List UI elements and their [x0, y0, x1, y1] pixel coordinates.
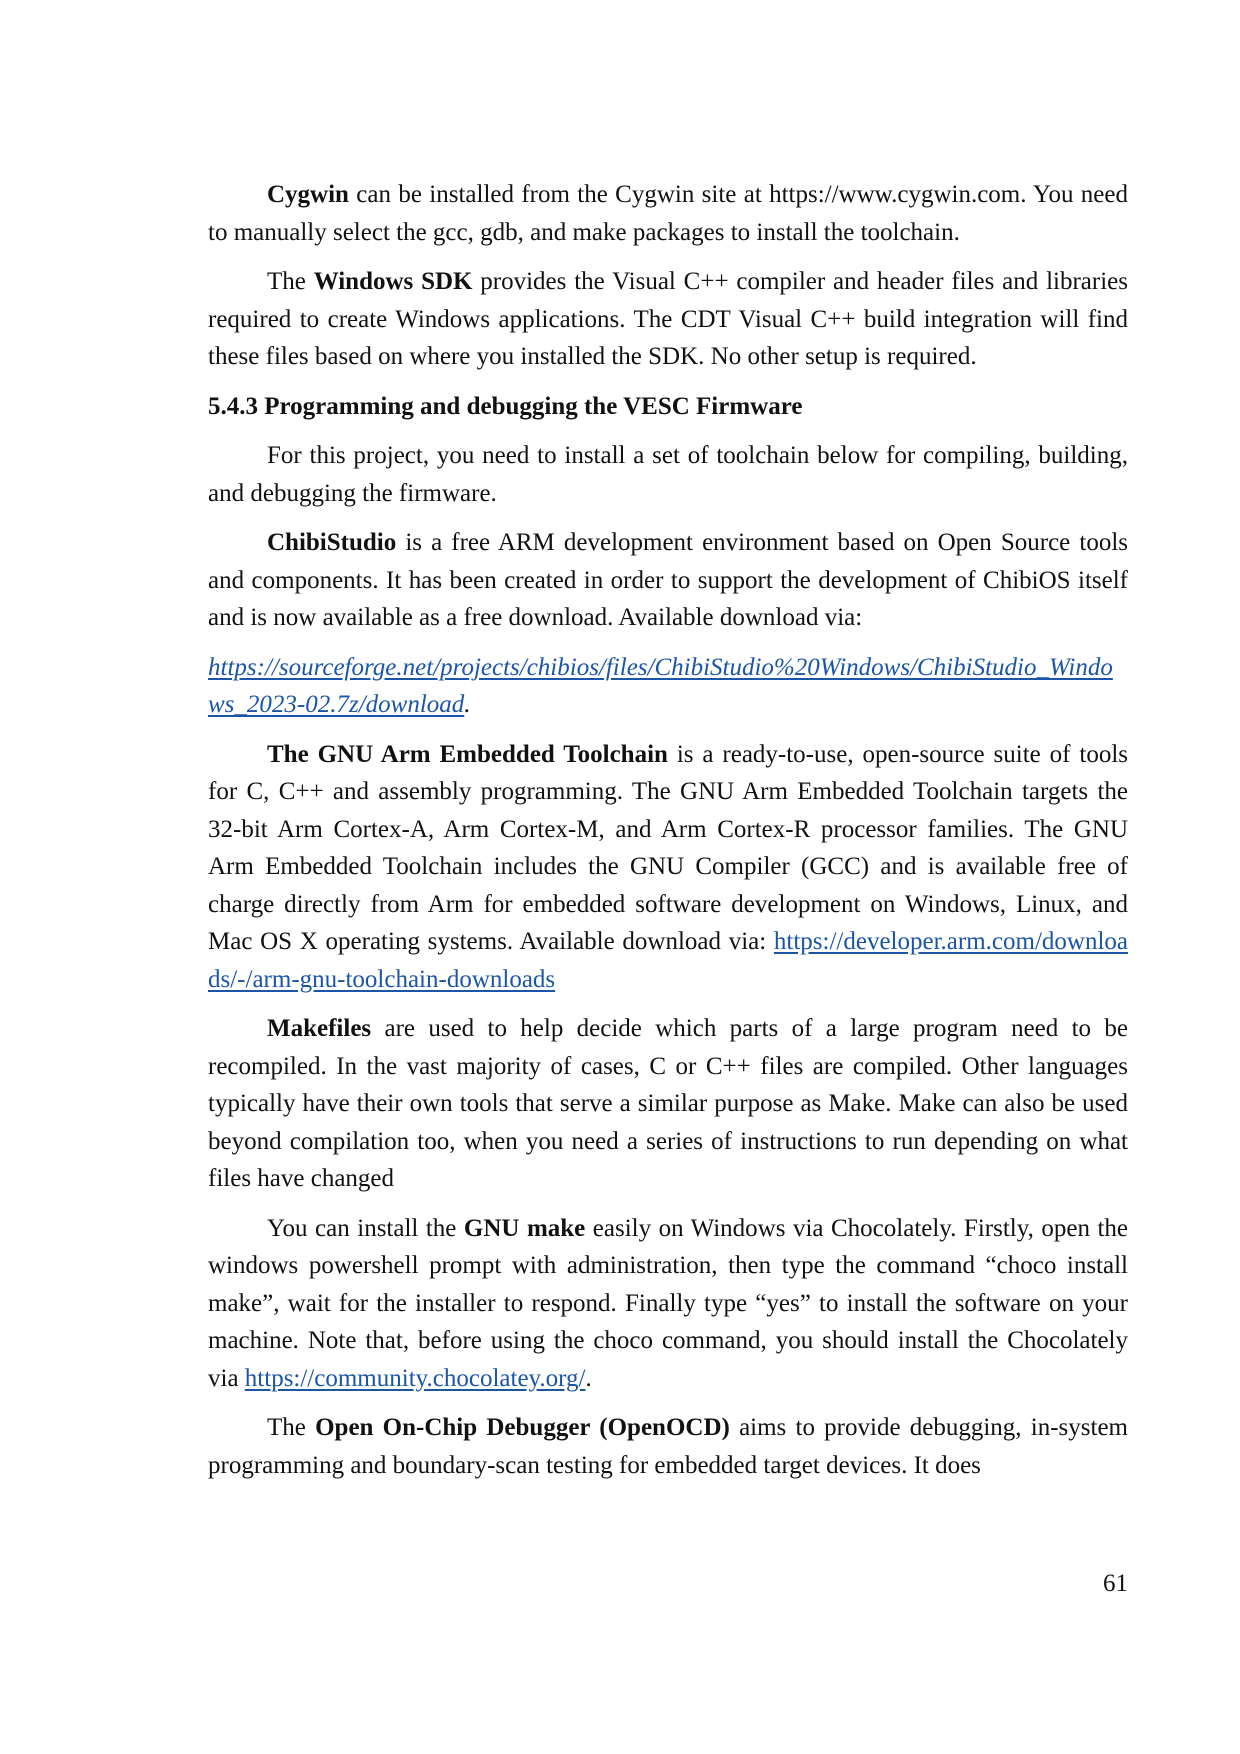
term-chibistudio: ChibiStudio [267, 529, 397, 556]
paragraph-text: is a ready-to-use, open-source suite of tools for C, C++ and assembly programming. The GNU Arm Embedded Toolchain targets the 32-bit Arm Cortex-A, Arm Cortex-M, and Arm Cortex-R processor families. The GNU Arm Embedded Toolchain includes the GNU Compiler (GCC) and is available free of charge directly from Arm for embedded software development on Windows, Linux, and Mac OS X operating systems. Available download via: [208, 740, 1128, 955]
paragraph-text: is a free ARM development environment based on Open Source tools and components. It has been created in order to support the development of ChibiOS itself and is now available as a free download. Available download via: [208, 529, 1128, 631]
paragraph-openocd [208, 1409, 1128, 1484]
chibistudio-link-line [208, 649, 1128, 724]
term-openocd: Open On-Chip Debugger (OpenOCD) [315, 1414, 730, 1441]
paragraph-cygwin [208, 176, 1128, 251]
paragraph-chibistudio [208, 524, 1128, 637]
term-cygwin: Cygwin [267, 181, 349, 208]
link-suffix: . [585, 1364, 592, 1392]
paragraph-prefix: The [267, 1414, 316, 1441]
paragraph-gnu-arm-toolchain [208, 736, 1128, 999]
section-heading: 5.4.3 Programming and debugging the VESC Firmware [208, 392, 803, 420]
page-number: 61 [1103, 1570, 1128, 1597]
term-makefiles: Makefiles [267, 1015, 372, 1042]
term-gnu-arm-toolchain: The GNU Arm Embedded Toolchain [267, 740, 668, 768]
arm-toolchain-download-link[interactable]: https://developer.arm.com/downloads/-/arm-gnu-toolchain-downloads [208, 928, 1128, 993]
paragraph-windows-sdk [208, 263, 1128, 376]
paragraph-text: For this project, you need to install a set of toolchain below for compiling, building, and debugging the firmware. [208, 442, 1128, 507]
page-body [208, 176, 1128, 1496]
paragraph-gnu-make [208, 1210, 1128, 1398]
chocolatey-link[interactable]: https://community.chocolatey.org/ [244, 1364, 586, 1392]
paragraph-prefix: You can install the [267, 1214, 464, 1242]
paragraph-makefiles [208, 1010, 1128, 1198]
paragraph-text: are used to help decide which parts of a large program need to be recompiled. In the vast majority of cases, C or C++ files are compiled. Other languages typically have their own tools that serve a similar purpose as Make. Make can also be used beyond compilation too, when you need a series of instructions to run depending on what files have changed [208, 1015, 1128, 1192]
paragraph-text: easily on Windows via Chocolately. Firstly, open the windows powershell prompt with administration, then type the command “choco install make”, wait for the installer to respond. Finally type “yes” to install the software on your machine. Note that, before using the choco command, you should install the Chocolately via [208, 1214, 1128, 1392]
chibistudio-download-link[interactable]: https://sourceforge.net/projects/chibios/files/ChibiStudio%20Windows/ChibiStudio_Windows_2023-02.7z/download [208, 653, 1113, 718]
paragraph-text: aims to provide debugging, in-system programming and boundary-scan testing for embedded target devices. It does [208, 1414, 1128, 1479]
paragraph-text: provides the Visual C++ compiler and header files and libraries required to create Windows applications. The CDT Visual C++ build integration will find these files based on where you installed the SDK. No other setup is required. [208, 268, 1128, 370]
term-gnu-make: GNU make [463, 1214, 586, 1242]
paragraph-text: can be installed from the Cygwin site at https://www.cygwin.com. You need to manually select the gcc, gdb, and make packages to install the toolchain. [208, 181, 1128, 246]
term-windows-sdk: Windows SDK [313, 268, 473, 295]
paragraph-prefix: The [267, 268, 314, 295]
paragraph-toolchain-intro [208, 437, 1128, 512]
link-suffix: . [464, 691, 471, 718]
